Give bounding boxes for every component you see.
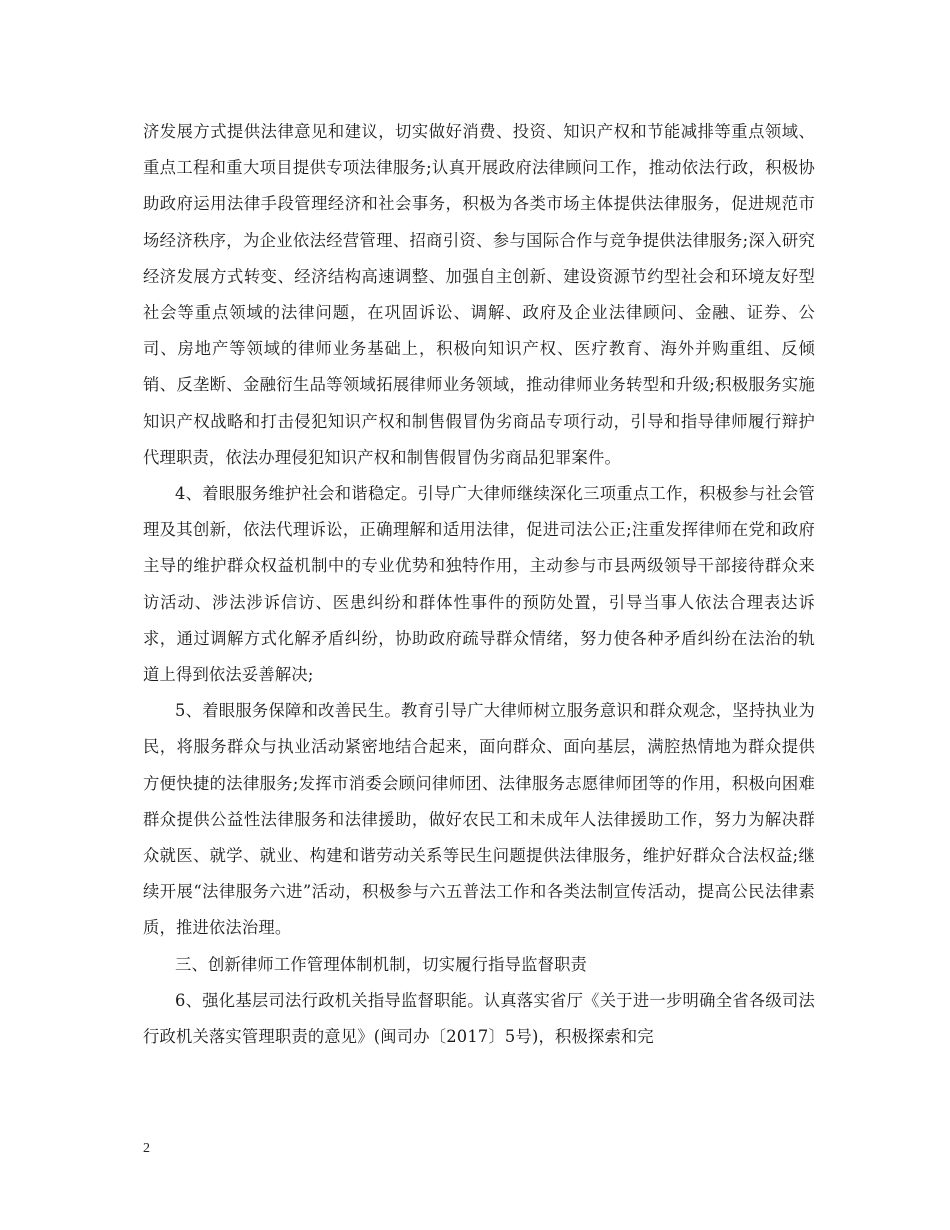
section-heading-3: 三、创新律师工作管理体制机制，切实履行指导监督职责 — [175, 954, 588, 974]
page-number: 2 — [143, 1141, 150, 1156]
paragraph-continuation: 济发展方式提供法律意见和建议，切实做好消费、投资、知识产权和节能减排等重点领域、重点工程和重大项目提供专项法律服务;认真开展政府法律顾问工作，推动依法行政，积极协助政府运用法律手段管理经济和社会事务，积极为各类市场主体提供法律服务，促进规范市场经济秩序，为企业依法经营管理、招商引资、参与国际合作与竞争提供法律服务;深入研究经济发展方式转变、经济结构高速调整、加强自主创新、建设资源节约型社会和环境友好型社会等重点领域的法律问题，在巩固诉讼、调解、政府及企业法律顾问、金融、证券、公司、房地产等领域的律师业务基础上，积极向知识产权、医疗教育、海外并购重组、反倾销、反垄断、金融衍生品等领域拓展律师业务领域，推动律师业务转型和升级;积极服务实施知识产权战略和打击侵犯知识产权和制售假冒伪劣商品专项行动，引导和指导律师履行辩护代理职责，依法办理侵犯知识产权和制售假冒伪劣商品犯罪案件。 — [143, 122, 815, 467]
paragraph-item-4: 4、着眼服务维护社会和谐稳定。引导广大律师继续深化三项重点工作，积极参与社会管理及其创新，依法代理诉讼，正确理解和适用法律，促进司法公正;注重发挥律师在党和政府主导的维护群众权益机制中的专业优势和独特作用，主动参与市县两级领导干部接待群众来访活动、涉法涉诉信访、医患纠纷和群体性事件的预防处置，引导当事人依法合理表达诉求，通过调解方式化解矛盾纠纷，协助政府疏导群众情绪，努力使各种矛盾纠纷在法治的轨道上得到依法妥善解决; — [143, 484, 815, 685]
paragraph-item-5: 5、着眼服务保障和改善民生。教育引导广大律师树立服务意识和群众观念，坚持执业为民，将服务群众与执业活动紧密地结合起来，面向群众、面向基层，满腔热情地为群众提供方便快捷的法律服务;发挥市消委会顾问律师团、法律服务志愿律师团等的作用，积极向困难群众提供公益性法律服务和法律援助，做好农民工和未成年人法律援助工作，努力为解决群众就医、就学、就业、构建和谐劳动关系等民生问题提供法律服务，维护好群众合法权益;继续开展“法律服务六进”活动，积极参与六五普法工作和各类法制宣传活动，提高公民法律素质，推进依法治理。 — [143, 701, 815, 938]
document-body — [143, 114, 815, 1055]
paragraph-item-6: 6、强化基层司法行政机关指导监督职能。认真落实省厅《关于进一步明确全省各级司法行政机关落实管理职责的意见》(闽司办〔2017〕5号)，积极探索和完 — [143, 990, 815, 1047]
